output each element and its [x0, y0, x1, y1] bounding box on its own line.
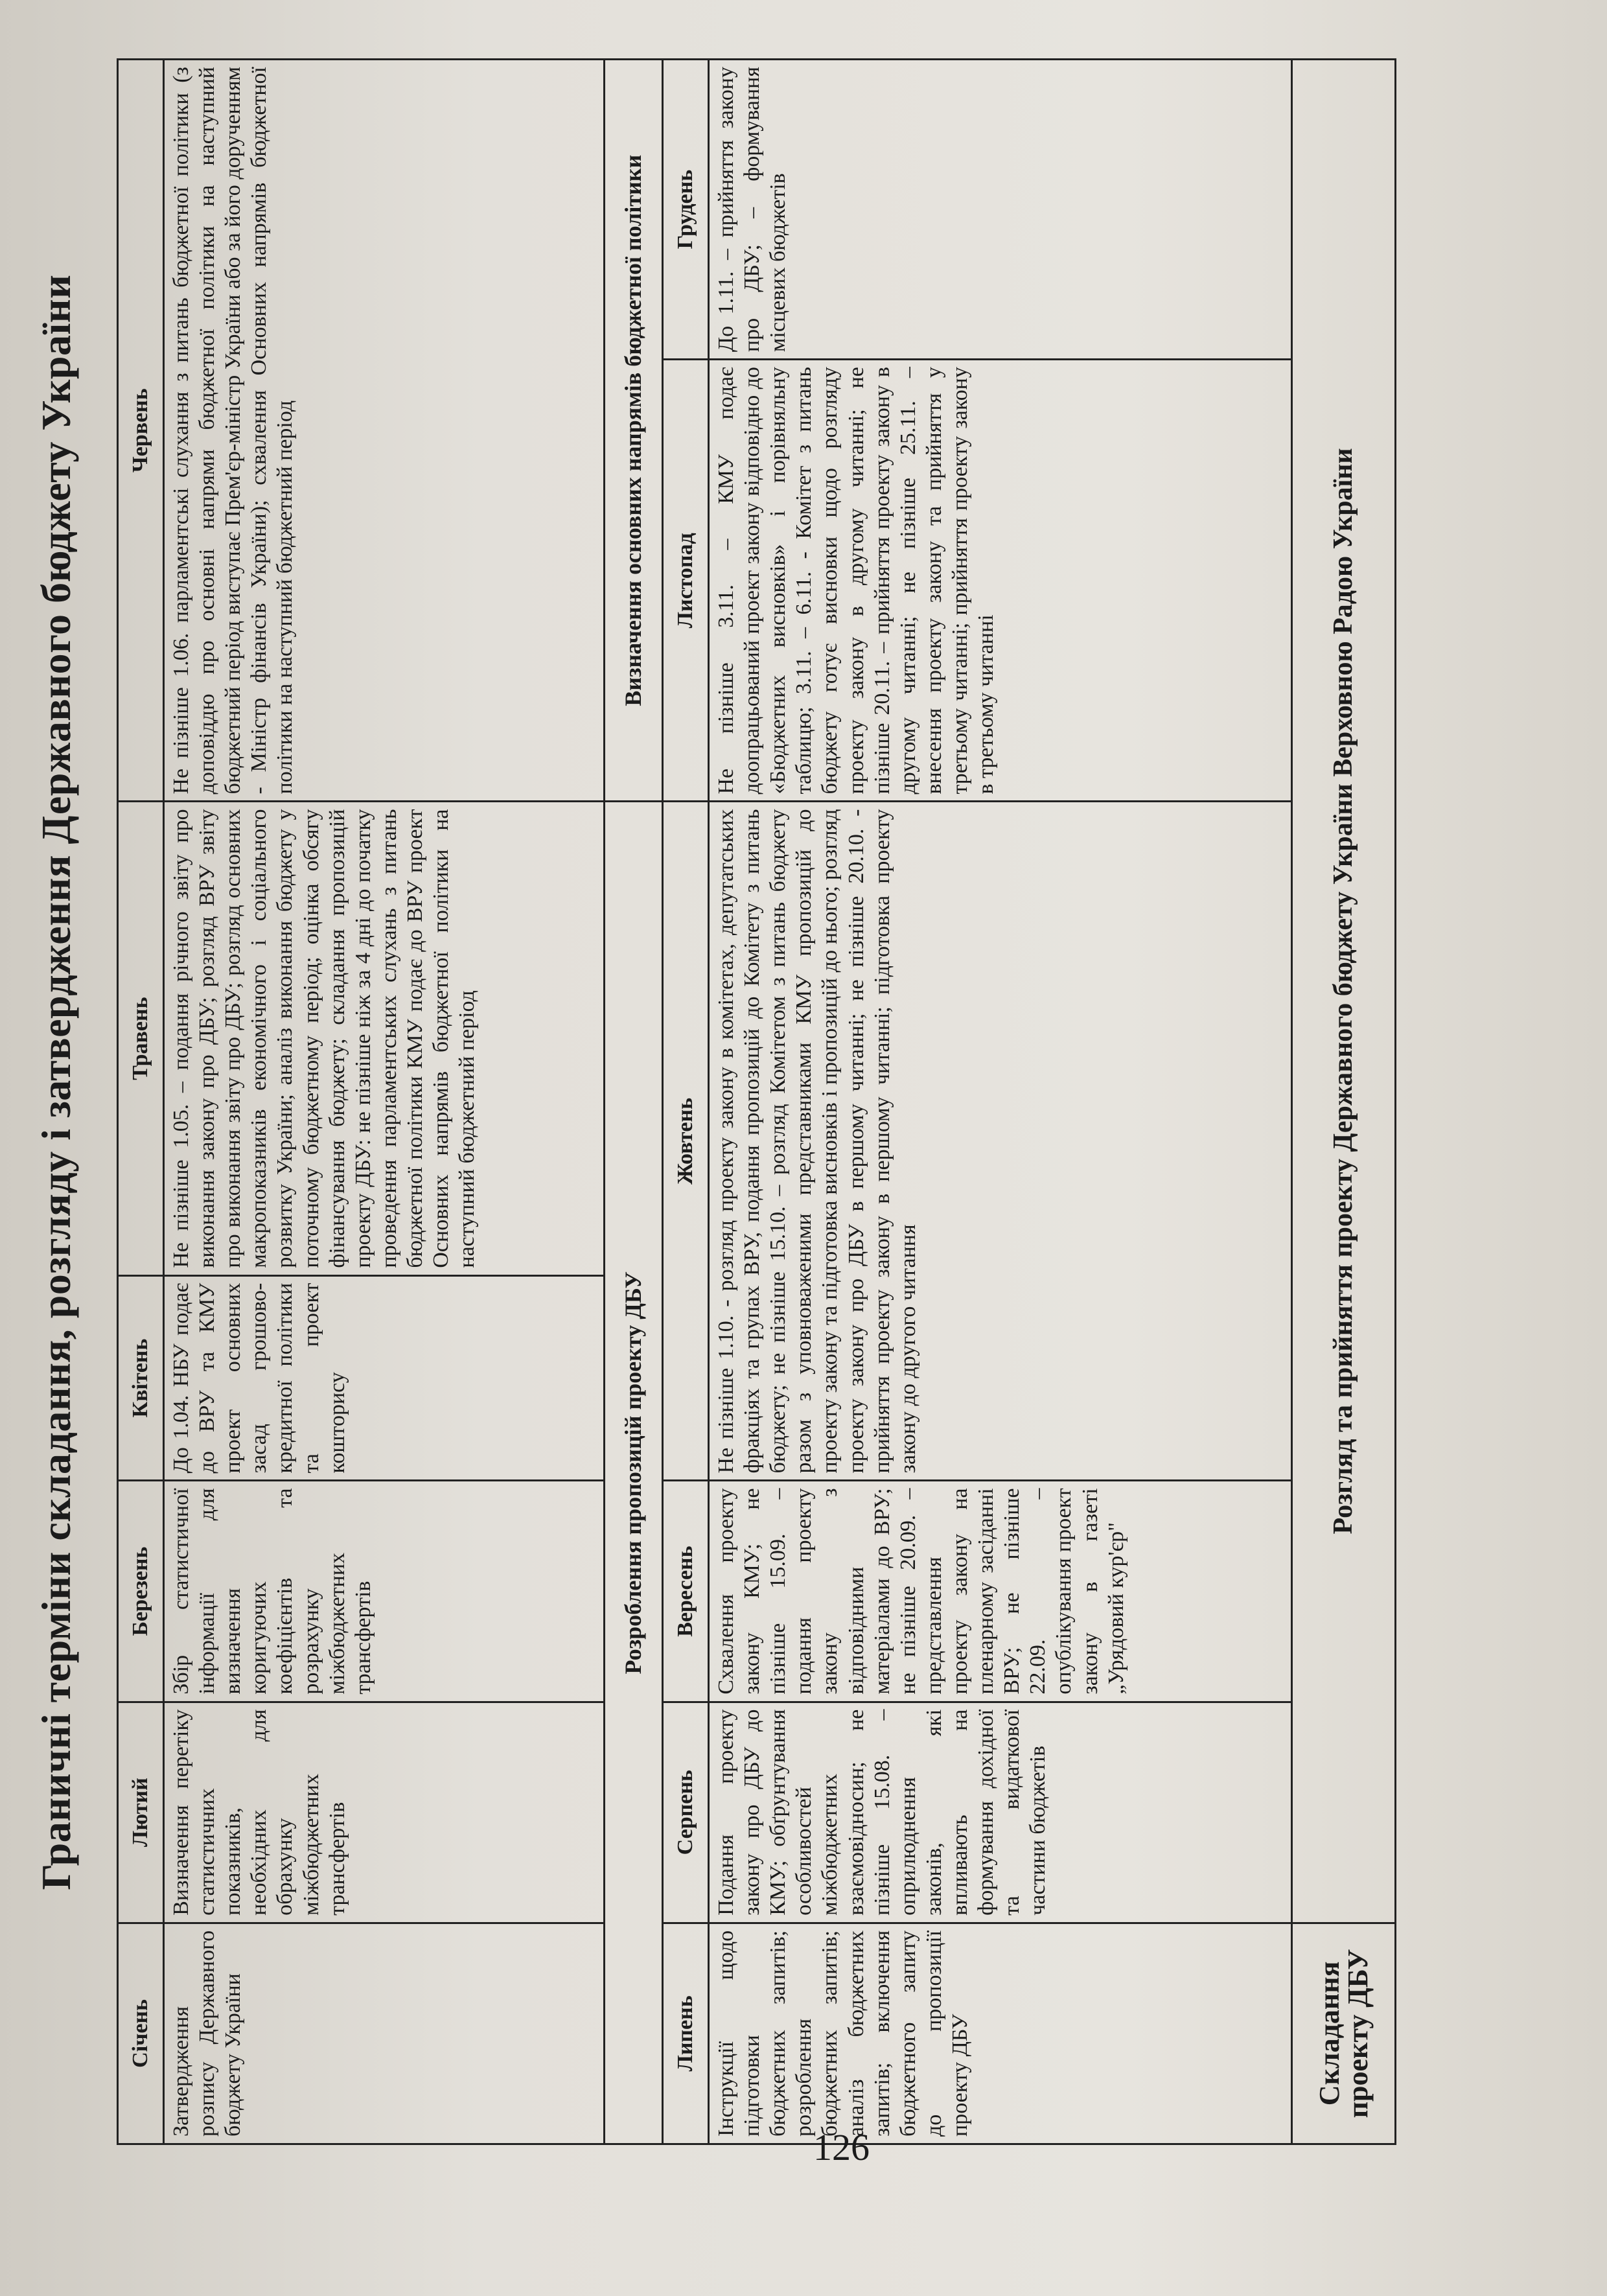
section-label: Розроблення пропозицій проекту ДБУ — [605, 802, 663, 2144]
section-row — [605, 60, 663, 2144]
table-cell: Затвердження розпису Державного бюджету України — [164, 1923, 605, 2144]
table-cell: Схвалення проекту закону КМУ; не пізніше 15.09. – подання проекту закону з відповідними матеріалами до ВРУ; не пізніше 20.09. – представлення проекту закону на пленарному засіданні ВРУ; не пізніше 22.09. – опублікування проект закону в газеті „Урядовий кур'єр" — [709, 1481, 1292, 1702]
month-header: Січень — [118, 1923, 164, 2144]
table-cell: До 1.04. НБУ подає до ВРУ та КМУ проект основних засад грошово-кредитної політики та проект кошторису — [164, 1275, 605, 1481]
content-row-1 — [164, 60, 605, 2144]
section-label: Визначення основних напрямів бюджетної політики — [605, 60, 663, 802]
table-cell: Не пізніше 1.10. - розгляд проекту закону в комітетах, депутатських фракціях та групах ВРУ, подання пропозицій до Комітету з питань бюджету; не пізніше 15.10. – розгляд Комітетом з питань бюджету разом з уповноваженими представниками КМУ пропозицій до проекту закону та підготовка висновків і пропозицій до нього; розгляд проекту закону про ДБУ в першому читанні; не пізніше 20.10. - прийняття проекту закону в першому читанні; підготовка проекту закону до другого читання — [709, 802, 1292, 1481]
month-header: Вересень — [663, 1481, 709, 1702]
month-header: Травень — [118, 802, 164, 1275]
month-header: Серпень — [663, 1702, 709, 1923]
table-cell: Не пізніше 1.05. – подання річного звіту про виконання закону про ДБУ; розгляд ВРУ звіту про виконання звіту про ДБУ; розгляд основних макропоказників економічного і соціального розвитку України; аналіз виконання бюджету у поточному бюджетному період; оцінка обсягу фінансування бюджету; складання пропозицій проекту ДБУ: не пізніше ніж за 4 дні до початку проведення парламентських слухань з питань бюджетної політики КМУ подає до ВРУ проект Основних напрямів бюджетної політики на наступний бюджетний період — [164, 802, 605, 1275]
footer-row — [1292, 60, 1396, 2144]
month-header: Квітень — [118, 1275, 164, 1481]
schedule-table — [117, 58, 1396, 2145]
side-label: Складання проекту ДБУ — [1292, 1923, 1396, 2144]
table-cell: Визначення перетіку статистичних показників, необхідних для обрахунку міжбюджетних трансфертів — [164, 1702, 605, 1923]
month-header: Лютий — [118, 1702, 164, 1923]
table-cell: Не пізніше 3.11. – КМУ подає доопрацьований проект закону відповідно до «Бюджетних висновків» і порівняльну таблицю; 3.11. – 6.11. - Комітет з питань бюджету готує висновки щодо розгляду проекту закону в другому читанні; не пізніше 20.11. – прийняття проекту закону в другому читанні; не пізніше 25.11. – внесення проекту закону та прийняття у третьому читанні; прийняття проекту закону в третьому читанні — [709, 360, 1292, 802]
header-row-1 — [118, 60, 164, 2144]
month-header: Грудень — [663, 60, 709, 360]
page-title: Граничні терміни складання, розгляду і затвердження Державного бюджету України — [33, 274, 79, 1890]
table-cell: Не пізніше 1.06. парламентські слухання з питань бюджетної політики (з доповіддю про основні напрями бюджетної політики на наступний бюджетний період виступає Прем'єр-міністр України або за його дорученням - Міністр фінансів України); схвалення Основних напрямів бюджетної політики на наступний бюджетний період — [164, 60, 605, 802]
table-cell: Збір статистичної інформації для визначення коригуючих коефіцієнтів та розрахунку міжбюджетних трансфертів — [164, 1481, 605, 1702]
page-number: 126 — [813, 2126, 870, 2168]
month-header: Березень — [118, 1481, 164, 1702]
month-header: Листопад — [663, 360, 709, 802]
month-header: Липень — [663, 1923, 709, 2144]
header-row-2 — [663, 60, 709, 2144]
month-header: Червень — [118, 60, 164, 802]
table-cell: До 1.11. – прийняття закону про ДБУ; – формування місцевих бюджетів — [709, 60, 1292, 360]
content-row-2 — [709, 60, 1292, 2144]
table-cell: Інструкції щодо підготовки бюджетних запитів; розроблення бюджетних запитів; аналіз бюджетних запитів; включення бюджетного запиту до пропозиції проекту ДБУ — [709, 1923, 1292, 2144]
table-cell: Подання проекту закону про ДБУ до КМУ; обґрунтування особливостей міжбюджетних взаємовідносин; не пізніше 15.08. – оприлюднення законів, які впливають на формування дохідної та видаткової частини бюджетів — [709, 1702, 1292, 1923]
month-header: Жовтень — [663, 802, 709, 1481]
rotated-document — [26, 19, 1581, 2158]
final-label: Розгляд та прийняття проекту Державного бюджету України Верховною Радою України — [1292, 60, 1396, 1923]
